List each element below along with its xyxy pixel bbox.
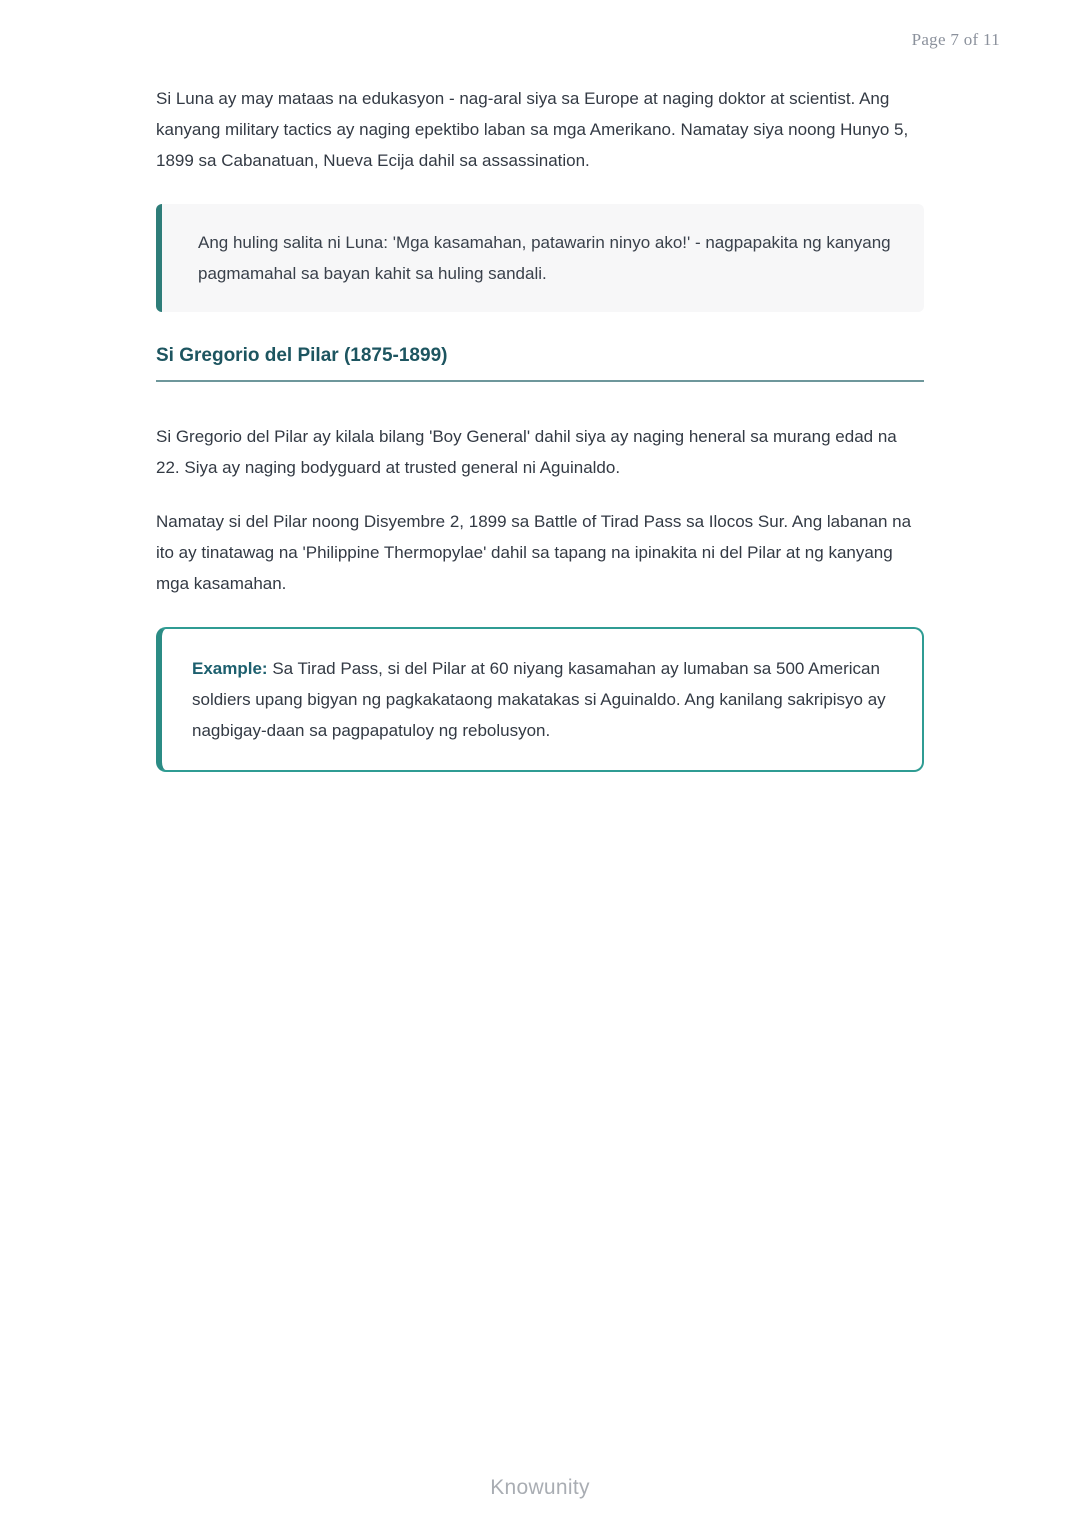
footer-brand: Knowunity [490,1476,590,1499]
quote-callout [156,204,924,312]
example-callout [156,627,924,772]
paragraph-del-pilar-1: Si Gregorio del Pilar ay kilala bilang 'Boy General' dahil siya ay naging heneral sa murang edad na 22. Siya ay naging bodyguard at trusted general ni Aguinaldo. [156,427,897,477]
quote-text: Ang huling salita ni Luna: 'Mga kasamahan, patawarin ninyo ako!' - nagpapakita ng kanyang pagmamahal sa bayan kahit sa huling sandali. [198,233,891,283]
example-text: Sa Tirad Pass, si del Pilar at 60 niyang kasamahan ay lumaban sa 500 American soldiers upang bigyan ng pagkakataong makatakas si Aguinaldo. Ang kanilang sakripisyo ay nagbigay-daan sa pagpapatuloy ng rebolusyon. [192,659,886,740]
page-number: Page 7 of 11 [911,30,1000,49]
paragraph-luna: Si Luna ay may mataas na edukasyon - nag-aral siya sa Europe at naging doktor at scientist. Ang kanyang military tactics ay naging epektibo laban sa mga Amerikano. Namatay siya noong Hunyo 5, 1899 sa Cabanatuan, Nueva Ecija dahil sa assassination. [156,89,909,170]
example-paragraph [192,653,894,746]
section-heading-del-pilar: Si Gregorio del Pilar (1875-1899) [156,345,924,382]
example-label: Example: [192,659,268,678]
page-content [156,83,924,772]
paragraph-del-pilar-2: Namatay si del Pilar noong Disyembre 2, 1899 sa Battle of Tirad Pass sa Ilocos Sur. Ang labanan na ito ay tinatawag na 'Philippine Thermopylae' dahil sa tapang na ipinakita ni del Pilar at ng kanyang mga kasamahan. [156,512,912,593]
